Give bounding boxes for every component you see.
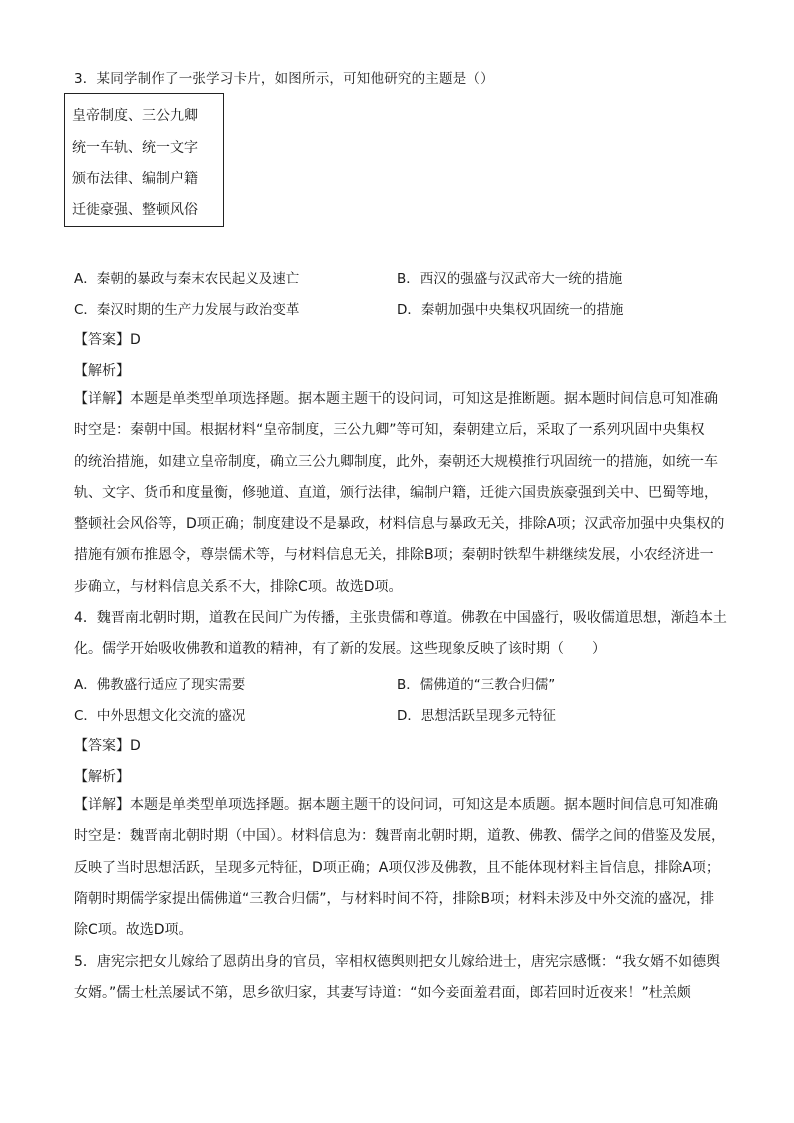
card-line-2: 统一车轨、统一文字: [72, 140, 198, 156]
q3-detail-line: 的统治措施，如建立皇帝制度，确立三公九卿制度，此外，秦朝还大规模推行巩固统一的措施，如统一车: [74, 453, 718, 470]
q4-stem-line: 化。儒学开始吸收佛教和道教的精神，有了新的发展。这些现象反映了该时期（ ）: [74, 641, 606, 658]
study-card: [64, 93, 224, 227]
question-3-stem: 3．某同学制作了一张学习卡片，如图所示，可知他研究的主题是（）: [74, 71, 494, 87]
q4-detail-line: 时空是：魏晋南北朝时期（中国）。材料信息为：魏晋南北朝时期，道教、佛教、儒学之间的借鉴及发展，: [74, 828, 725, 845]
question-5-stem: [74, 947, 734, 1010]
q4-detail-line: 隋朝时期儒学家提出儒佛道“三教合归儒”，与材料时间不符，排除B项；材料未涉及中外交流的盛况，排: [74, 890, 715, 907]
q4-detail-line: 除C项。故选D项。: [74, 922, 193, 939]
q4-option-b: B．儒佛道的“三教合归儒”: [397, 677, 556, 693]
q3-detail-line: 整顿社会风俗等，D项正确；制度建设不是暴政，材料信息与暴政无关，排除A项；汉武帝加强中央集权的: [74, 516, 725, 533]
q4-option-c: C．中外思想文化交流的盛况: [74, 708, 246, 724]
q4-detail-line: 【详解】本题是单类型单项选择题。据本题主题干的设问词，可知这是本质题。据本题时间信息可知准确: [74, 797, 718, 813]
q4-stem-line: 4．魏晋南北朝时期，道教在民间广为传播，主张贵儒和尊道。佛教在中国盛行，吸收儒道思想，渐趋本土: [74, 610, 727, 626]
card-line-1: 皇帝制度、三公九卿: [72, 108, 198, 124]
q5-stem-line: 女婿。”儒士杜羔屡试不第，思乡欲归家，其妻写诗道：“如今妾面羞君面，郎若回时近夜来！”杜羔颇: [74, 985, 691, 1002]
question-4-stem: [74, 603, 734, 666]
q3-option-c: C．秦汉时期的生产力发展与政治变革: [74, 302, 300, 318]
card-line-3: 颁布法律、编制户籍: [72, 171, 198, 187]
q3-detail-line: 时空是：秦朝中国。根据材料“皇帝制度，三公九卿”等可知，秦朝建立后，采取了一系列巩固中央集权: [74, 422, 705, 439]
q3-analysis-label: 【解析】: [74, 363, 130, 379]
q4-answer: 【答案】D: [74, 738, 141, 754]
q4-option-a: A．佛教盛行适应了现实需要: [74, 677, 246, 693]
card-line-4: 迁徙豪强、整顿风俗: [72, 202, 198, 218]
q3-detail: [74, 384, 734, 603]
q5-stem-line: 5．唐宪宗把女儿嫁给了恩荫出身的官员，宰相权德舆则把女儿嫁给进士，唐宪宗感慨：“我女婿不如德舆: [74, 954, 721, 970]
q3-option-b: B．西汉的强盛与汉武帝大一统的措施: [397, 271, 623, 287]
q4-detail-line: 反映了当时思想活跃，呈现多元特征，D项正确；A项仅涉及佛教，且不能体现材料主旨信息，排除A项；: [74, 859, 720, 876]
q4-detail: [74, 790, 734, 946]
q3-detail-line: 轨、文字、货币和度量衡，修驰道、直道，颁行法律，编制户籍，迁徙六国贵族豪强到关中、巴蜀等地，: [74, 484, 718, 501]
q4-option-d: D．思想活跃呈现多元特征: [397, 708, 556, 724]
q4-analysis-label: 【解析】: [74, 769, 130, 785]
q3-option-d: D．秦朝加强中央集权巩固统一的措施: [397, 302, 624, 318]
q3-detail-line: 步确立，与材料信息关系不大，排除C项。故选D项。: [74, 578, 403, 595]
q3-option-a: A．秦朝的暴政与秦末农民起义及速亡: [74, 271, 300, 287]
q3-answer: 【答案】D: [74, 332, 141, 348]
q3-detail-line: 【详解】本题是单类型单项选择题。据本题主题干的设问词，可知这是推断题。据本题时间信息可知准确: [74, 391, 718, 407]
q3-detail-line: 措施有颁布推恩令，尊崇儒术等，与材料信息无关，排除B项；秦朝时铁犁牛耕继续发展，小农经济进一: [74, 547, 714, 564]
